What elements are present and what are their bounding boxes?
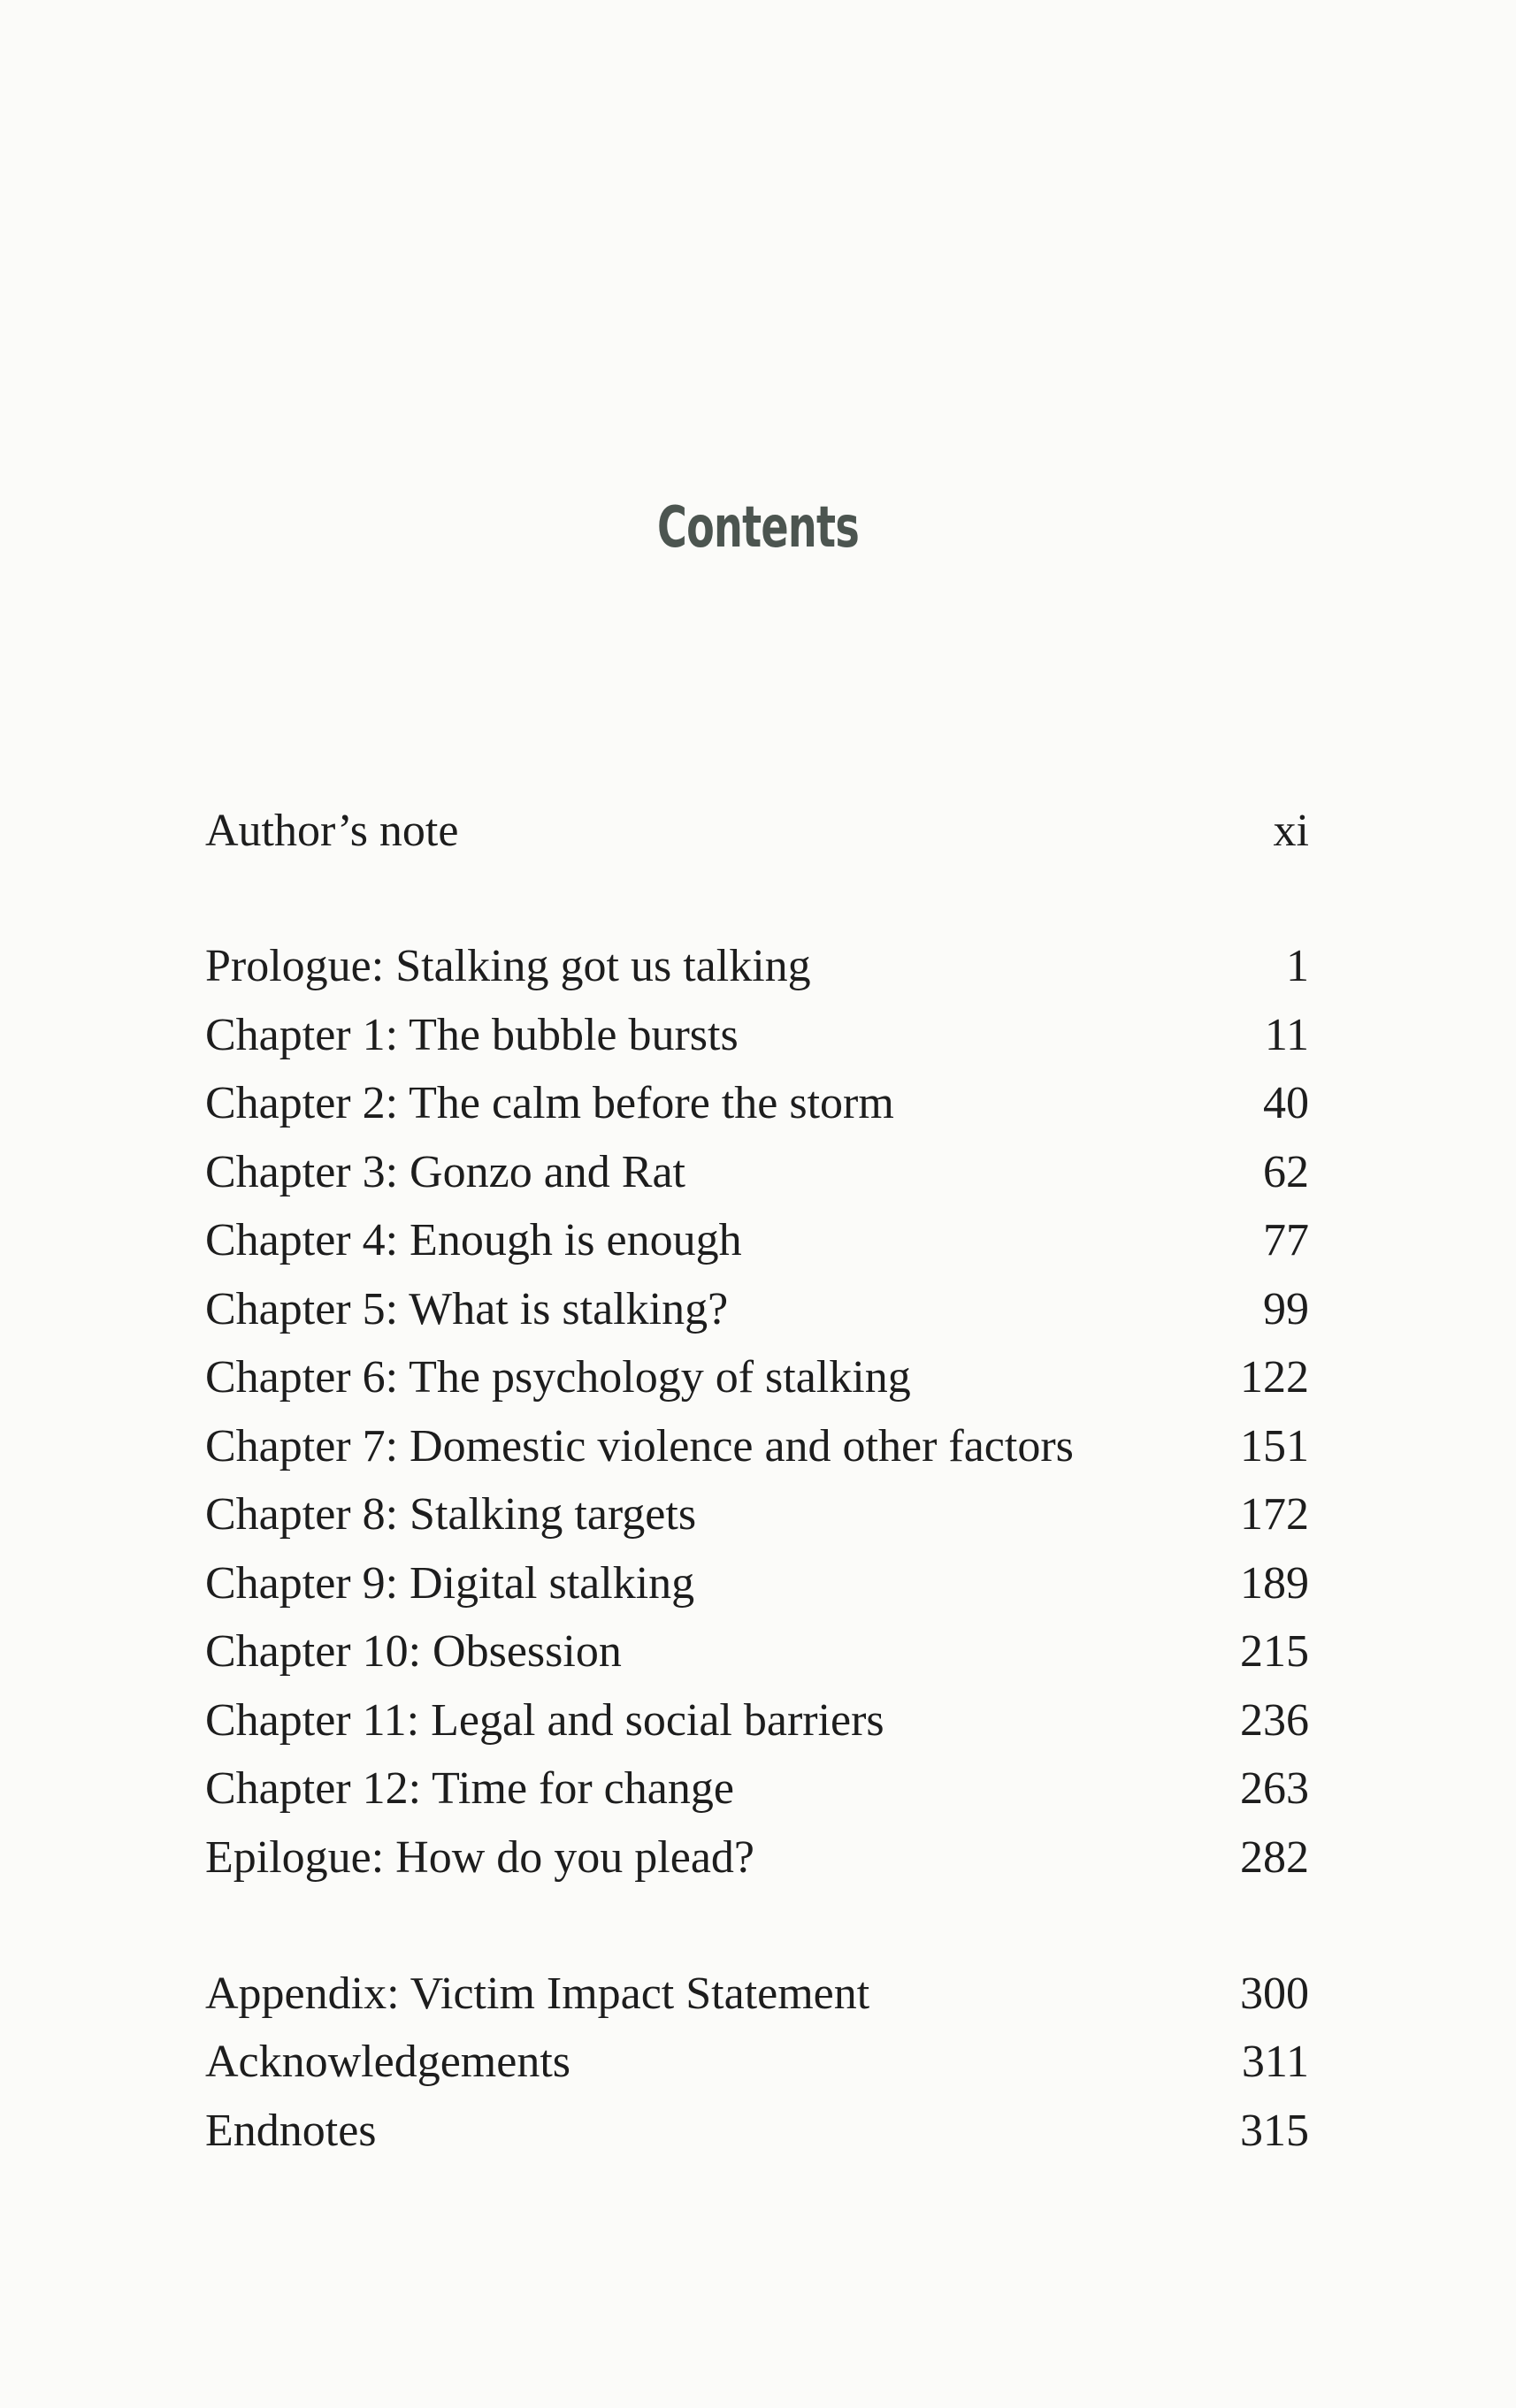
toc-entry-page: 263 <box>1240 1763 1309 1814</box>
toc-entry-chapter-3 <box>205 1142 1309 1204</box>
toc-entry-label: Chapter 2: The calm before the storm <box>205 1078 894 1128</box>
toc-entry-page: 315 <box>1240 2106 1309 2156</box>
toc-entry-page: 1 <box>1286 941 1309 991</box>
toc-entry-label: Chapter 1: The bubble bursts <box>205 1010 739 1060</box>
toc-entry-page: 99 <box>1263 1284 1309 1334</box>
toc-entry-chapter-6 <box>205 1347 1309 1409</box>
toc-entry-label: Prologue: Stalking got us talking <box>205 941 811 991</box>
toc-entry-page: 189 <box>1240 1558 1309 1609</box>
toc-entry-acknowledgements <box>205 2031 1309 2093</box>
toc-entry-label: Appendix: Victim Impact Statement <box>205 1968 870 2019</box>
toc-entry-page: 62 <box>1263 1147 1309 1197</box>
toc-entry-label: Chapter 3: Gonzo and Rat <box>205 1147 685 1197</box>
toc-entry-page: 311 <box>1241 2037 1309 2087</box>
toc-entry-chapter-1 <box>205 1005 1309 1066</box>
toc-entry-label: Chapter 7: Domestic violence and other factors <box>205 1421 1074 1472</box>
toc-entry-chapter-8 <box>205 1484 1309 1546</box>
toc-entry-chapter-5 <box>205 1279 1309 1341</box>
toc-entry-label: Chapter 11: Legal and social barriers <box>205 1695 884 1746</box>
toc-entry-label: Chapter 8: Stalking targets <box>205 1489 697 1540</box>
toc-entry-label: Chapter 5: What is stalking? <box>205 1284 729 1334</box>
toc-entry-page: 215 <box>1240 1626 1309 1677</box>
toc-entry-page: 122 <box>1240 1352 1309 1403</box>
toc-entry-chapter-7 <box>205 1416 1309 1478</box>
toc-entry-page: 300 <box>1240 1968 1309 2019</box>
toc-entry-page: 151 <box>1240 1421 1309 1472</box>
toc-entry-chapter-2 <box>205 1073 1309 1135</box>
toc-entry-chapter-10 <box>205 1621 1309 1683</box>
toc-entry-label: Chapter 4: Enough is enough <box>205 1215 742 1265</box>
toc-entry-page: 282 <box>1240 1832 1309 1883</box>
toc-entry-label: Chapter 10: Obsession <box>205 1626 622 1677</box>
toc-entry-page: 172 <box>1240 1489 1309 1540</box>
toc-entry-chapter-12 <box>205 1758 1309 1820</box>
toc-entry-label: Acknowledgements <box>205 2037 571 2087</box>
toc-entry-chapter-11 <box>205 1690 1309 1752</box>
toc-entry-authors-note <box>205 800 1309 862</box>
page-title: Contents <box>656 495 860 561</box>
toc-entry-page: 77 <box>1263 1215 1309 1265</box>
toc-entry-chapter-9 <box>205 1553 1309 1615</box>
toc-entry-label: Epilogue: How do you plead? <box>205 1832 754 1883</box>
toc-entry-label: Chapter 12: Time for change <box>205 1763 734 1814</box>
toc-entry-prologue <box>205 936 1309 998</box>
toc-entry-label: Author’s note <box>205 806 459 856</box>
toc-entry-endnotes <box>205 2100 1309 2162</box>
toc-entry-label: Endnotes <box>205 2106 377 2156</box>
toc-entry-page: 40 <box>1263 1078 1309 1128</box>
toc-entry-page: 11 <box>1264 1010 1309 1060</box>
toc-entry-page: 236 <box>1240 1695 1309 1746</box>
toc-entry-epilogue <box>205 1827 1309 1889</box>
toc-entry-label: Chapter 9: Digital stalking <box>205 1558 695 1609</box>
toc-entry-label: Chapter 6: The psychology of stalking <box>205 1352 911 1403</box>
toc-entry-page: xi <box>1273 806 1309 856</box>
toc-entry-appendix <box>205 1963 1309 2025</box>
toc-entry-chapter-4 <box>205 1210 1309 1272</box>
